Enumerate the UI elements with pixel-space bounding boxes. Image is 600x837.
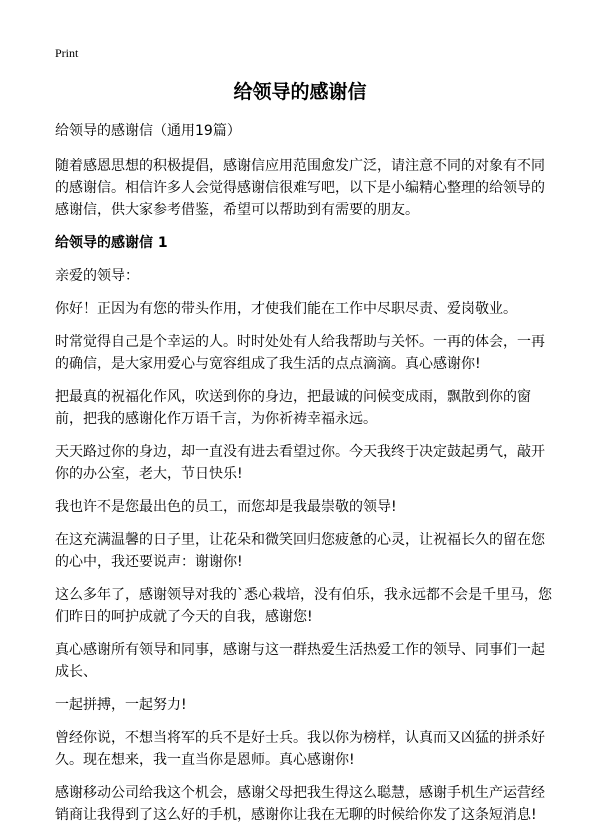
section-heading: 给领导的感谢信 1	[55, 235, 168, 251]
document-subtitle: 给领导的感谢信（通用19篇）	[55, 123, 241, 139]
letter-paragraph: 天天路过你的身边，却一直没有进去看望过你。今天我终于决定鼓起勇气，敲开你的办公室，老大，节日快乐!	[55, 444, 545, 482]
page-title: 给领导的感谢信	[233, 81, 367, 103]
letter-paragraph: 真心感谢所有领导和同事，感谢与这一群热爱生活热爱工作的领导、同事们一起成长、	[55, 642, 545, 680]
letter-paragraph: 这么多年了，感谢领导对我的`悉心栽培，没有伯乐，我永远都不会是千里马，您们昨日的呵护成就了今天的自我，感谢您!	[55, 587, 552, 625]
letter-paragraph: 我也许不是您最出色的员工，而您却是我最崇敬的领导!	[55, 499, 397, 515]
letter-salutation: 亲爱的领导：	[55, 268, 139, 284]
letter-paragraph: 在这充满温馨的日子里，让花朵和微笑回归您疲惫的心灵，让祝福长久的留在您的心中，我还要说声：谢谢你!	[55, 532, 545, 570]
letter-paragraph: 感谢移动公司给我这个机会，感谢父母把我生得这么聪慧，感谢手机生产运营经销商让我得到了这么好的手机，感谢你让我在无聊的时候给你发了这条短消息!	[55, 785, 545, 823]
intro-paragraph: 随着感恩思想的积极提倡，感谢信应用范围愈发广泛，请注意不同的对象有不同的感谢信。相信许多人会觉得感谢信很难写吧，以下是小编精心整理的给领导的感谢信，供大家参考借鉴，希望可以帮助到有需要的朋友。	[55, 158, 545, 218]
letter-paragraph: 你好！正因为有您的带头作用，才使我们能在工作中尽职尽责、爱岗敬业。	[55, 301, 517, 317]
letter-paragraph: 时常觉得自己是个幸运的人。时时处处有人给我帮助与关怀。一再的体会，一再的确信，是大家用爱心与宽容组成了我生活的点点滴滴。真心感谢你!	[55, 334, 545, 372]
letter-paragraph: 一起拼搏，一起努力!	[55, 697, 187, 713]
letter-paragraph: 把最真的祝福化作风，吹送到你的身边，把最诚的问候变成雨，飘散到你的窗前，把我的感谢化作万语千言，为你祈祷幸福永远。	[55, 389, 531, 427]
document-content	[55, 120, 555, 837]
letter-paragraph: 曾经你说，不想当将军的兵不是好士兵。我以你为榜样，认真而又凶猛的拼杀好久。现在想来，我一直当你是恩师。真心感谢你!	[55, 730, 545, 768]
print-link[interactable]: Print	[55, 46, 79, 60]
